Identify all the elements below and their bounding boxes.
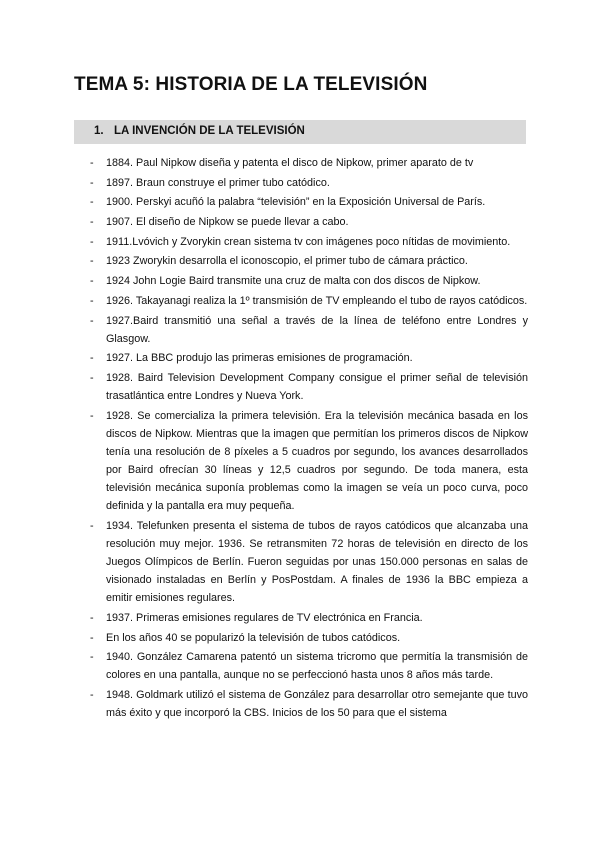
timeline-item	[74, 213, 528, 231]
timeline-item	[74, 233, 528, 251]
timeline-item-text: 1927. La BBC produjo las primeras emisiones de programación.	[106, 352, 413, 365]
timeline-item-text: 1934. Telefunken presenta el sistema de tubos de rayos catódicos que alcanzaba una resolución muy mejor. 1936. Se retransmiten 72 horas de televisión en directo de los Juegos Olímpicos de Berlín. Fueron seguidas por unas 150.000 personas en salas de visionado instaladas en Berlín y PosPostdam. A finales de 1936 la BBC empieza a emitir emisiones regulares.	[106, 519, 528, 605]
bullet-dash: -	[90, 409, 94, 422]
timeline-item	[74, 609, 528, 627]
bullet-dash: -	[90, 314, 94, 327]
bullet-dash: -	[90, 255, 94, 268]
timeline-item	[74, 272, 528, 290]
timeline-item	[74, 648, 528, 684]
section-heading	[94, 125, 305, 137]
bullet-dash: -	[90, 294, 94, 307]
timeline-item	[74, 252, 528, 270]
bullet-dash: -	[90, 216, 94, 229]
section-title: LA INVENCIÓN DE LA TELEVISIÓN	[114, 125, 305, 137]
timeline-item-text: 1923 Zworykin desarrolla el iconoscopio, el primer tubo de cámara práctico.	[106, 255, 468, 268]
timeline-item	[74, 154, 528, 172]
timeline-item-text: 1884. Paul Nipkow diseña y patenta el disco de Nipkow, primer aparato de tv	[106, 157, 474, 169]
timeline-item	[74, 369, 528, 405]
bullet-dash: -	[90, 689, 94, 702]
timeline-item-text: 1897. Braun construye el primer tubo catódico.	[106, 176, 330, 189]
bullet-dash: -	[90, 651, 94, 664]
timeline-item	[74, 312, 528, 348]
page-title: TEMA 5: HISTORIA DE LA TELEVISIÓN	[74, 74, 428, 95]
timeline-item-text: 1907. El diseño de Nipkow se puede llevar a cabo.	[106, 216, 349, 229]
timeline-item-text: 1940. González Camarena patentó un sistema tricromo que permitía la transmisión de colores en una pantalla, aunque no se perfeccionó hasta unos 8 años más tarde.	[106, 651, 528, 682]
section-number: 1.	[94, 125, 104, 137]
timeline-item-text: 1911.Lvóvich y Zvorykin crean sistema tv con imágenes poco nítidas de movimiento.	[106, 235, 511, 248]
timeline-item	[74, 407, 528, 516]
section-header-bar	[74, 120, 526, 144]
timeline-item	[74, 349, 528, 367]
timeline-item-text: 1926. Takayanagi realiza la 1º transmisión de TV empleando el tubo de rayos catódicos.	[106, 294, 528, 307]
bullet-dash: -	[90, 631, 94, 644]
timeline-list	[74, 154, 528, 724]
timeline-item	[74, 517, 528, 607]
timeline-item	[74, 193, 528, 211]
bullet-dash: -	[90, 352, 94, 365]
timeline-item	[74, 629, 528, 647]
bullet-dash: -	[90, 176, 94, 189]
bullet-dash: -	[90, 235, 94, 248]
timeline-item-text: 1927.Baird transmitió una señal a través de la línea de teléfono entre Londres y Glasgow.	[106, 314, 528, 345]
timeline-item-text: 1900. Perskyi acuñó la palabra “televisión” en la Exposición Universal de París.	[106, 196, 486, 209]
bullet-dash: -	[90, 519, 94, 532]
bullet-dash: -	[90, 611, 94, 624]
timeline-item-text: 1937. Primeras emisiones regulares de TV electrónica en Francia.	[106, 611, 423, 624]
timeline-item	[74, 292, 528, 310]
bullet-dash: -	[90, 275, 94, 288]
bullet-dash: -	[90, 196, 94, 209]
timeline-item-text: 1928. Se comercializa la primera televisión. Era la televisión mecánica basada en los discos de Nipkow. Mientras que la imagen que permitían los primeros discos de Nipkow tenía una resolución de 8 píxeles a 5 cuadros por segundo, los avances desarrollados por Baird ofrecían 30 líneas y 12,5 cuadros por segundo. De toda manera, esta televisión mecánica suponía problemas como la imagen se veía un poco curva, poco definida y la pantalla era muy pequeña.	[106, 409, 528, 513]
timeline-item-text: 1948. Goldmark utilizó el sistema de González para desarrollar otro semejante que tuvo más éxito y que incorporó la CBS. Inicios de los 50 para que el sistema	[106, 689, 528, 720]
timeline-item-text: 1924 John Logie Baird transmite una cruz de malta con dos discos de Nipkow.	[106, 275, 481, 288]
bullet-dash: -	[90, 371, 94, 384]
timeline-item	[74, 686, 528, 722]
timeline-item	[74, 174, 528, 192]
timeline-item-text: 1928. Baird Television Development Company consigue el primer señal de televisión trasatlántica entre Londres y Nueva York.	[106, 371, 528, 403]
bullet-dash: -	[90, 157, 94, 169]
timeline-item-text: En los años 40 se popularizó la televisión de tubos catódicos.	[106, 631, 401, 644]
